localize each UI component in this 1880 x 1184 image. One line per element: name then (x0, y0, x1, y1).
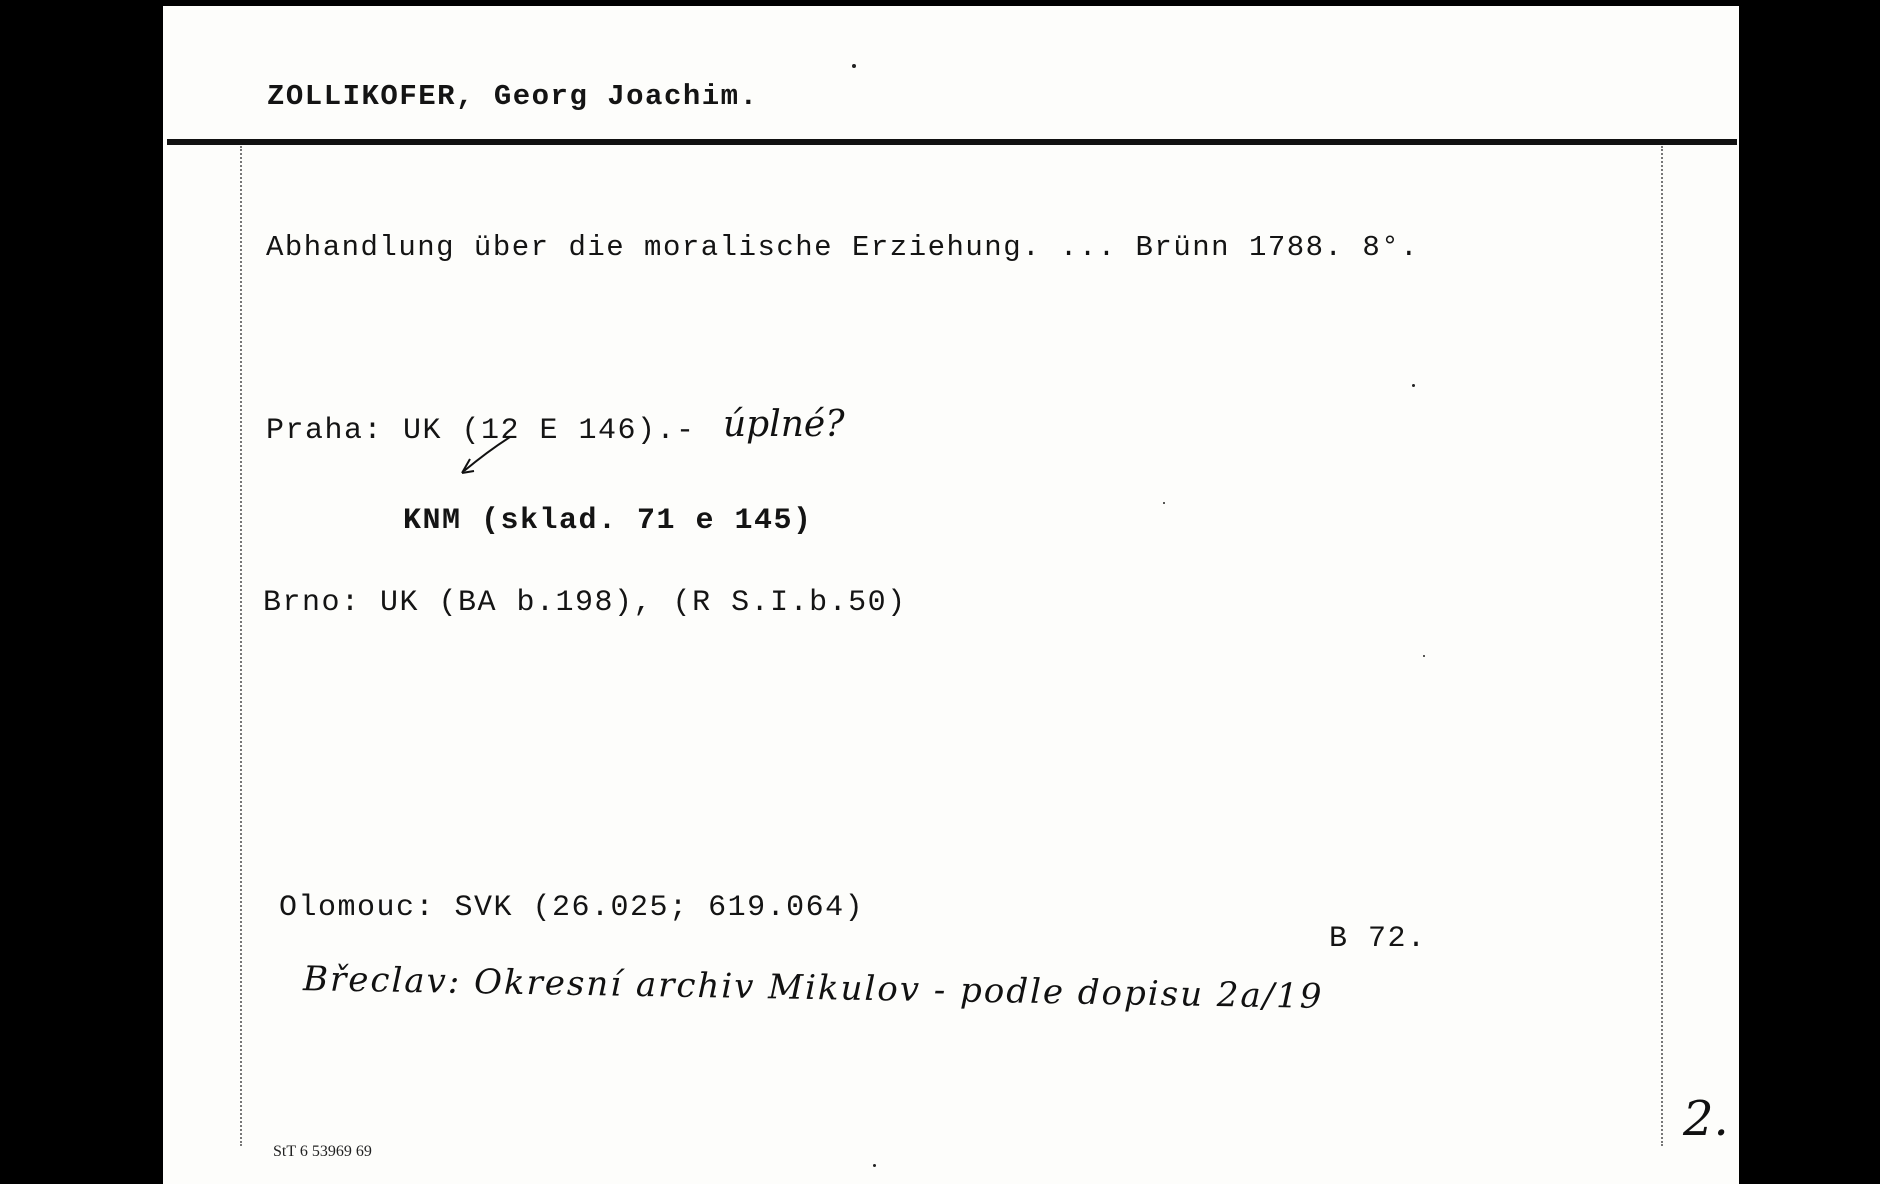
card-number: 2. (1683, 1091, 1729, 1147)
catalog-card (163, 6, 1739, 1184)
holding-knm: KNM (sklad. 71 e 145) (403, 504, 813, 538)
handwritten-archive-note: Břeclav: Okresní archiv Mikulov - podle dopisu 2a/19 (302, 959, 1324, 1017)
shelf-code: B 72. (1329, 922, 1427, 956)
left-margin-line (240, 146, 242, 1146)
right-margin-line (1661, 146, 1663, 1146)
ink-speck (852, 64, 856, 68)
praha-handwritten-note: úplné? (723, 404, 845, 445)
praha-checkmark (458, 421, 518, 481)
holding-praha-value: UK (12 E 146).- (403, 414, 696, 448)
title-line: Abhandlung über die moralische Erziehung. ... Brünn 1788. 8°. (266, 231, 1420, 264)
heading-rule (167, 139, 1737, 145)
holding-brno: Brno: UK (BA b.198), (R S.I.b.50) (263, 586, 907, 620)
ink-speck (873, 1164, 876, 1167)
holding-praha-label: Praha: (266, 414, 384, 448)
ink-speck (1423, 655, 1425, 657)
ink-speck (1412, 384, 1415, 387)
author-heading: ZOLLIKOFER, Georg Joachim. (267, 80, 759, 113)
holding-olomouc: Olomouc: SVK (26.025; 619.064) (279, 891, 865, 925)
ink-speck (1163, 502, 1165, 504)
printer-code: StT 6 53969 69 (273, 1143, 372, 1160)
